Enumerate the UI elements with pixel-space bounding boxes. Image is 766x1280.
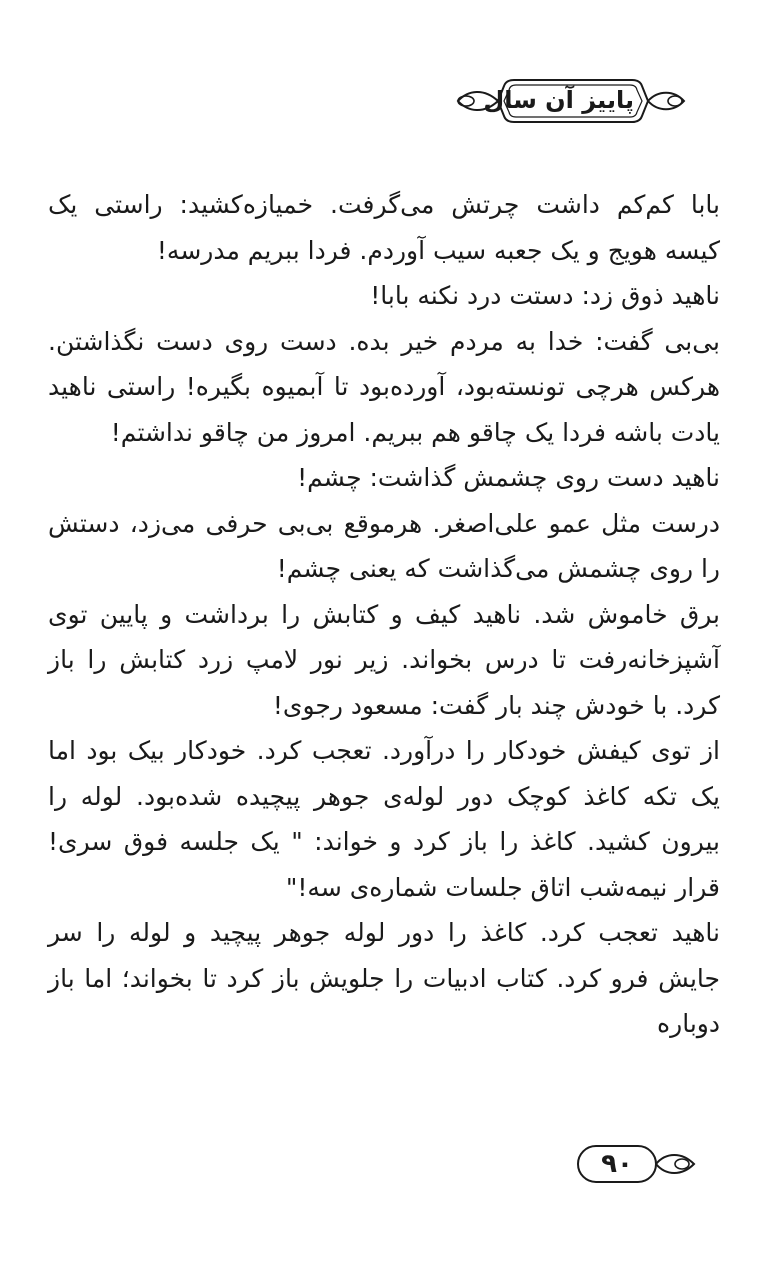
- paragraph: بابا کم‌کم داشت چرتش می‌گرفت. خمیازه‌کشید: راستی یک کیسه هویج و یک جعبه سیب آوردم. فردا ببریم مدرسه!: [48, 190, 720, 265]
- page-body: [48, 182, 720, 1047]
- paragraph: ناهید ذوق زد: دستت درد نکنه بابا!: [370, 281, 720, 310]
- paragraph: از توی کیفش خودکار را درآورد. تعجب کرد. خودکار بیک بود اما یک تکه کاغذ کوچک دور لوله‌ی جوهر پیچیده شده‌بود. لوله را بیرون کشید. کاغذ را باز کرد و خواند: " یک جلسه فوق سری! قرار نیمه‌شب اتاق جلسات شماره‌ی سه!": [48, 736, 720, 902]
- paragraph: درست مثل عمو علی‌اصغر. هرموقع بی‌بی حرفی می‌زد، دستش را روی چشمش می‌گذاشت که یعنی چشم!: [48, 508, 720, 583]
- paragraph: برق خاموش شد. ناهید کیف و کتابش را برداشت و پایین توی آشپزخانه‌رفت تا درس بخواند. زیر نور لامپ زرد کتابش را باز کرد. با خودش چند بار گفت: مسعود رجوی!: [48, 599, 720, 720]
- paragraph: ناهید دست روی چشمش گذاشت: چشم!: [297, 463, 720, 492]
- book-title: پاییز آن سال: [483, 86, 634, 114]
- paragraph: بی‌بی گفت: خدا به مردم خیر بده. دست روی دست نگذاشتن. هرکس هرچی تونسته‌بود، آورده‌بود تا آبمیوه بگیره! راستی ناهید یادت باشه فردا یک چاقو هم ببریم. امروز من چاقو نداشتم!: [48, 326, 720, 447]
- paragraph: ناهید تعجب کرد. کاغذ را دور لوله جوهر پیچید و لوله را سر جایش فرو کرد. کتاب ادبیات را جلویش باز کرد تا بخواند؛ اما باز دوباره: [48, 918, 720, 1038]
- running-header: [444, 72, 694, 130]
- page-number: ۹۰: [601, 1149, 633, 1179]
- page-footer: [572, 1140, 702, 1190]
